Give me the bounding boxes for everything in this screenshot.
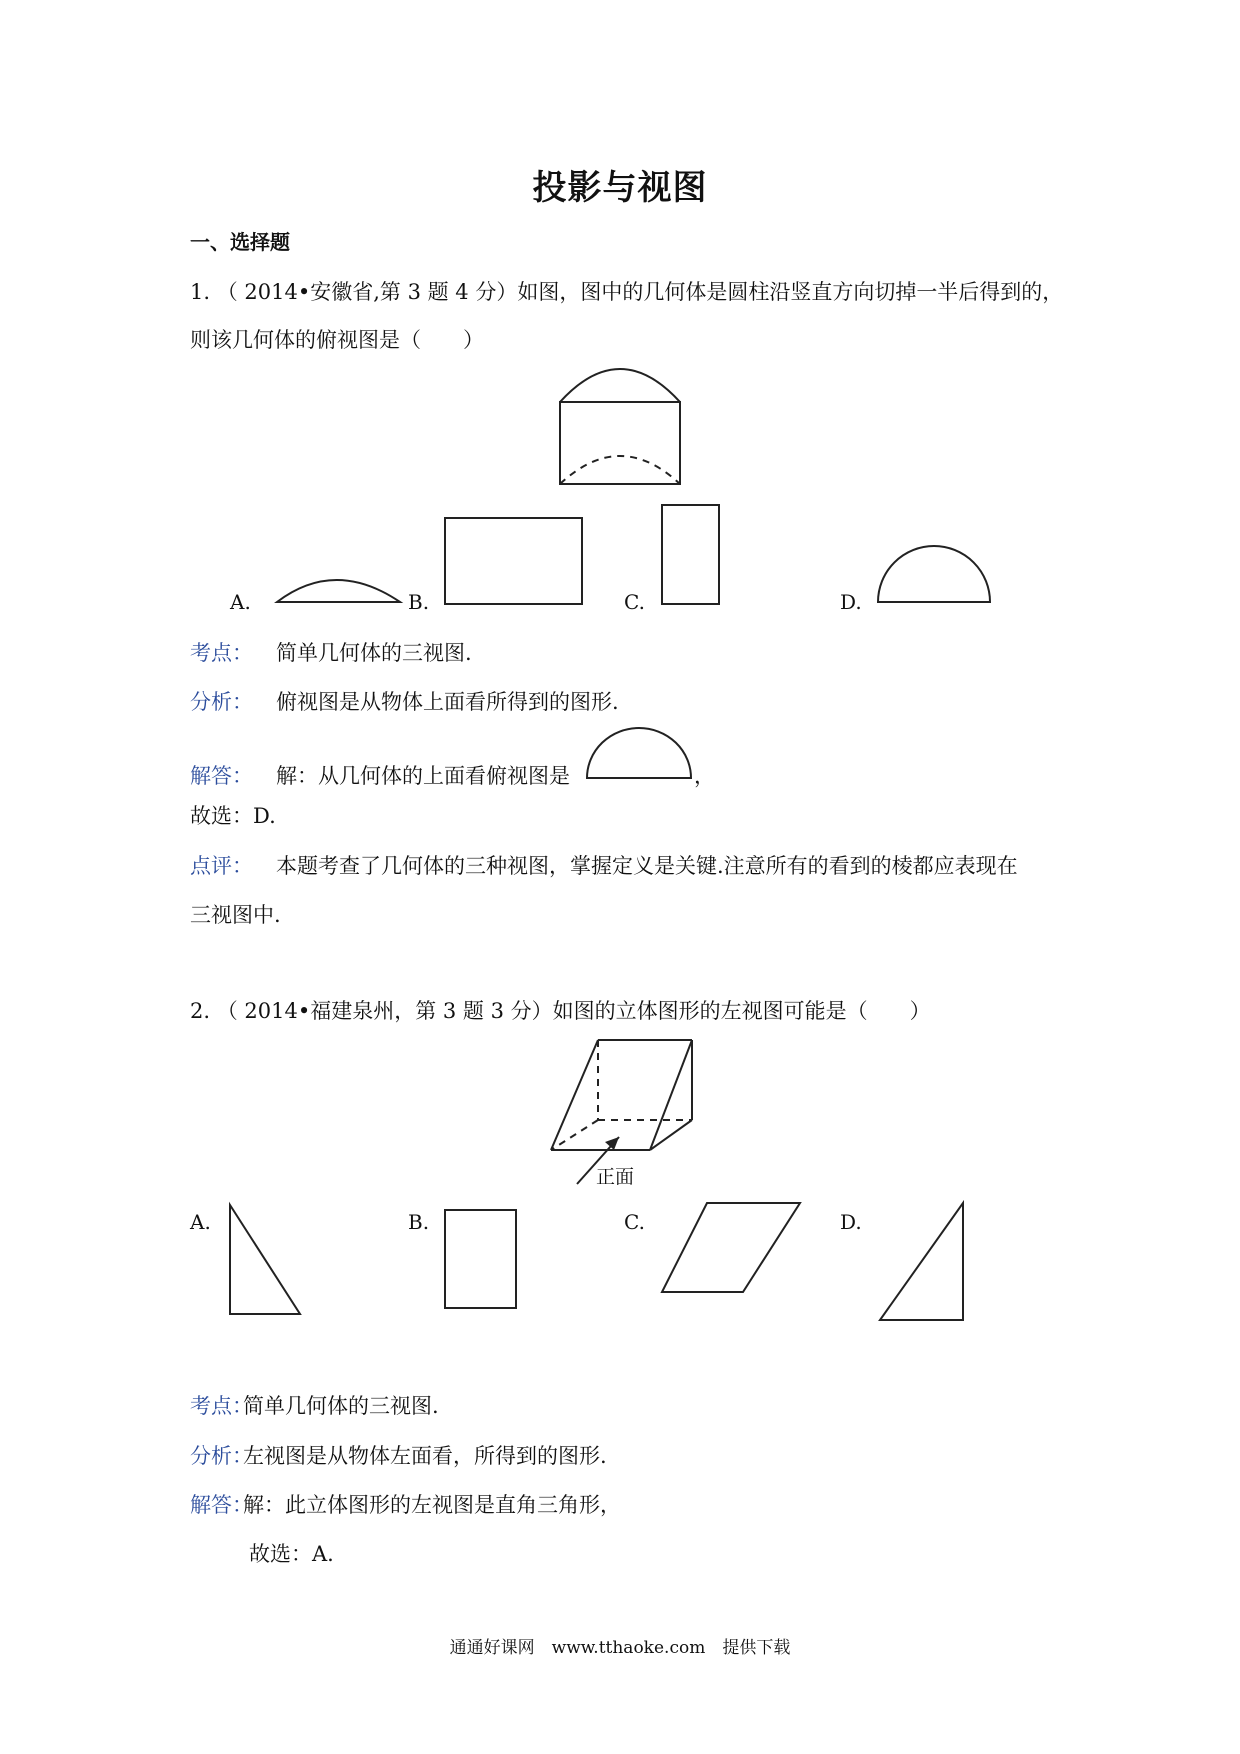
q1-jieda-end: ，	[694, 764, 715, 788]
q1-answer-shape	[587, 728, 691, 778]
page-title: 投影与视图	[532, 168, 708, 208]
q2-fenxi-text: 左视图是从物体左面看，所得到的图形.	[243, 1444, 607, 1468]
q1-option-b-label: B.	[408, 590, 430, 614]
q2-kaodian-label: 考点：	[190, 1394, 253, 1418]
q1-jieda-label: 解答：	[190, 764, 253, 788]
q2-option-b-label: B.	[408, 1210, 430, 1234]
q1-option-a-label: A.	[230, 590, 251, 614]
q2-front-label: 正面	[596, 1166, 635, 1188]
q2-kaodian-text: 简单几何体的三视图.	[243, 1394, 439, 1418]
q1-fenxi-label: 分析：	[190, 690, 253, 714]
q1-option-b-shape	[445, 518, 582, 604]
q1-dianping-line2: 三视图中.	[190, 903, 281, 927]
q1-option-c-shape	[662, 505, 719, 604]
q2-option-d-label: D.	[840, 1210, 862, 1234]
q2-jieda-label: 解答：	[190, 1493, 253, 1517]
q1-option-d-shape	[878, 546, 990, 602]
q2-fenxi-label: 分析：	[190, 1444, 253, 1468]
q1-stem-line1: 1. （ 2014•安徽省,第 3 题 4 分）如图，图中的几何体是圆柱沿竖直方向切掉一半后得到的，	[190, 280, 1064, 304]
q2-option-a-label: A.	[190, 1210, 211, 1234]
q1-dianping-label: 点评：	[190, 854, 253, 878]
q2-option-b-shape	[445, 1210, 516, 1308]
q1-kaodian-label: 考点：	[190, 641, 253, 665]
q2-answer: 故选：A.	[249, 1542, 334, 1566]
section-heading: 一、选择题	[190, 230, 290, 254]
q1-fenxi-text: 俯视图是从物体上面看所得到的图形.	[276, 690, 619, 714]
q2-option-a-shape	[230, 1205, 300, 1314]
q2-stem-line1: 2. （ 2014•福建泉州，第 3 题 3 分）如图的立体图形的左视图可能是（ ）	[190, 999, 931, 1023]
q1-jieda-text: 解：从几何体的上面看俯视图是	[276, 764, 570, 788]
footer-note: 通通好课网 www.tthaoke.com 提供下载	[449, 1638, 791, 1658]
q2-jieda-text: 解：此立体图形的左视图是直角三角形，	[243, 1493, 621, 1517]
q1-solid-figure	[560, 369, 680, 484]
q1-dianping-line1: 本题考查了几何体的三种视图，掌握定义是关键.注意所有的看到的棱都应表现在	[276, 854, 1018, 878]
q1-option-c-label: C.	[624, 590, 645, 614]
q2-option-c-label: C.	[624, 1210, 645, 1234]
q1-option-a-shape	[277, 580, 400, 602]
q1-answer: 故选：D.	[190, 804, 276, 828]
q1-stem-line2: 则该几何体的俯视图是（ ）	[190, 328, 484, 352]
q1-option-d-label: D.	[840, 590, 862, 614]
q1-kaodian-text: 简单几何体的三视图.	[276, 641, 472, 665]
q2-option-c-shape	[662, 1203, 800, 1292]
q2-option-d-shape	[880, 1203, 963, 1320]
